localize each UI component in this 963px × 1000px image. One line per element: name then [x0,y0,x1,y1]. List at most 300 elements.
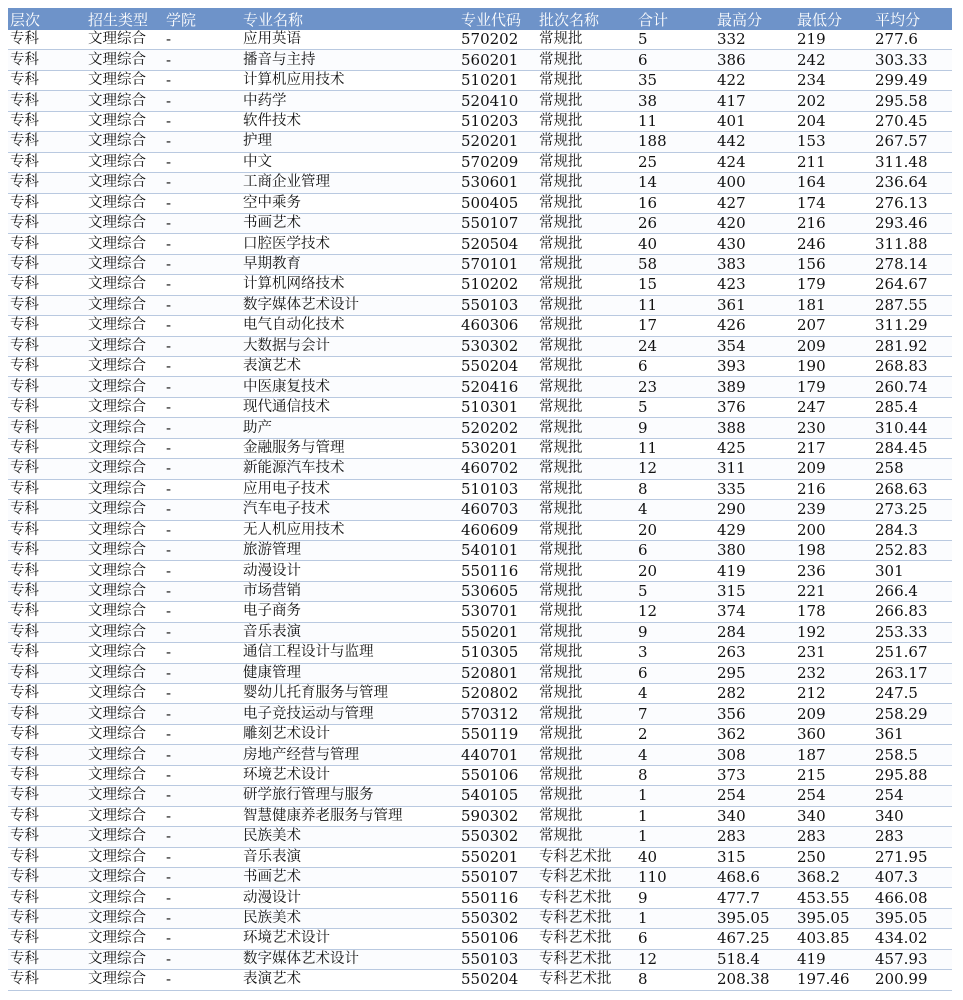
cell-min-score: 164 [795,173,873,193]
cell-major-name: 环境艺术设计 [241,929,459,949]
cell-min-score: 419 [795,949,873,969]
cell-batch-name: 常规批 [537,806,636,826]
cell-max-score: 315 [715,847,795,867]
cell-max-score: 283 [715,827,795,847]
cell-min-score: 209 [795,704,873,724]
table-row [8,908,952,928]
table-row [8,970,952,990]
cell-batch-name: 专科艺术批 [537,929,636,949]
cell-max-score: 419 [715,561,795,581]
cell-level: 专科 [8,684,86,704]
table-row [8,50,952,70]
cell-total: 5 [636,30,715,50]
cell-level: 专科 [8,867,86,887]
header-total: 合计 [636,8,715,30]
table-body [8,30,952,990]
cell-total: 8 [636,970,715,990]
cell-college: - [164,193,241,213]
cell-total: 8 [636,479,715,499]
cell-avg-score: 252.83 [873,540,952,560]
cell-major-code: 550106 [459,765,537,785]
cell-college: - [164,50,241,70]
cell-max-score: 425 [715,438,795,458]
cell-total: 9 [636,418,715,438]
cell-avg-score: 466.08 [873,888,952,908]
cell-major-name: 电气自动化技术 [241,316,459,336]
cell-major-name: 市场营销 [241,581,459,601]
cell-total: 3 [636,643,715,663]
cell-major-code: 500405 [459,193,537,213]
table-row [8,479,952,499]
cell-avg-score: 268.83 [873,357,952,377]
cell-major-name: 现代通信技术 [241,397,459,417]
cell-college: - [164,806,241,826]
cell-major-name: 中药学 [241,91,459,111]
cell-major-name: 书画艺术 [241,867,459,887]
cell-min-score: 204 [795,111,873,131]
cell-major-code: 510305 [459,643,537,663]
cell-admission-type: 文理综合 [86,91,164,111]
table-row [8,520,952,540]
table-row [8,643,952,663]
table-row [8,234,952,254]
cell-major-name: 通信工程设计与监理 [241,643,459,663]
cell-min-score: 156 [795,254,873,274]
cell-level: 专科 [8,316,86,336]
cell-min-score: 234 [795,70,873,90]
cell-admission-type: 文理综合 [86,500,164,520]
cell-total: 26 [636,213,715,233]
cell-min-score: 246 [795,234,873,254]
cell-avg-score: 281.92 [873,336,952,356]
cell-college: - [164,622,241,642]
cell-avg-score: 293.46 [873,213,952,233]
cell-batch-name: 专科艺术批 [537,949,636,969]
cell-batch-name: 常规批 [537,173,636,193]
cell-college: - [164,91,241,111]
cell-max-score: 254 [715,786,795,806]
cell-total: 11 [636,295,715,315]
cell-min-score: 216 [795,213,873,233]
cell-major-name: 婴幼儿托育服务与管理 [241,684,459,704]
cell-batch-name: 常规批 [537,704,636,724]
cell-avg-score: 258.5 [873,745,952,765]
cell-avg-score: 303.33 [873,50,952,70]
cell-batch-name: 常规批 [537,786,636,806]
cell-admission-type: 文理综合 [86,540,164,560]
cell-batch-name: 常规批 [537,111,636,131]
cell-max-score: 429 [715,520,795,540]
cell-min-score: 181 [795,295,873,315]
cell-major-name: 金融服务与管理 [241,438,459,458]
cell-major-code: 460609 [459,520,537,540]
cell-level: 专科 [8,929,86,949]
table-row [8,459,952,479]
cell-max-score: 311 [715,459,795,479]
cell-min-score: 242 [795,50,873,70]
cell-level: 专科 [8,908,86,928]
cell-batch-name: 常规批 [537,602,636,622]
cell-college: - [164,459,241,479]
cell-batch-name: 常规批 [537,500,636,520]
cell-major-name: 大数据与会计 [241,336,459,356]
cell-admission-type: 文理综合 [86,867,164,887]
cell-avg-score: 270.45 [873,111,952,131]
cell-min-score: 202 [795,91,873,111]
cell-min-score: 192 [795,622,873,642]
cell-college: - [164,827,241,847]
cell-min-score: 198 [795,540,873,560]
table-row [8,213,952,233]
table-row [8,70,952,90]
cell-college: - [164,173,241,193]
table-row [8,888,952,908]
table-row [8,581,952,601]
cell-total: 20 [636,520,715,540]
cell-min-score: 179 [795,377,873,397]
table-row [8,786,952,806]
cell-admission-type: 文理综合 [86,786,164,806]
cell-total: 14 [636,173,715,193]
header-max-score: 最高分 [715,8,795,30]
cell-batch-name: 常规批 [537,459,636,479]
cell-admission-type: 文理综合 [86,745,164,765]
header-batch-name: 批次名称 [537,8,636,30]
cell-max-score: 420 [715,213,795,233]
cell-admission-type: 文理综合 [86,602,164,622]
cell-max-score: 362 [715,724,795,744]
cell-major-code: 510301 [459,397,537,417]
cell-batch-name: 常规批 [537,91,636,111]
cell-min-score: 247 [795,397,873,417]
table-row [8,867,952,887]
header-college: 学院 [164,8,241,30]
table-row [8,357,952,377]
cell-college: - [164,500,241,520]
cell-major-name: 音乐表演 [241,622,459,642]
cell-major-code: 550204 [459,970,537,990]
cell-batch-name: 专科艺术批 [537,888,636,908]
cell-avg-score: 254 [873,786,952,806]
cell-college: - [164,316,241,336]
cell-major-code: 530605 [459,581,537,601]
header-admission-type: 招生类型 [86,8,164,30]
cell-college: - [164,643,241,663]
cell-level: 专科 [8,581,86,601]
cell-major-name: 房地产经营与管理 [241,745,459,765]
cell-total: 5 [636,397,715,417]
cell-min-score: 174 [795,193,873,213]
cell-batch-name: 常规批 [537,397,636,417]
cell-college: - [164,867,241,887]
cell-max-score: 284 [715,622,795,642]
cell-batch-name: 常规批 [537,152,636,172]
cell-level: 专科 [8,193,86,213]
table-row [8,254,952,274]
cell-batch-name: 专科艺术批 [537,867,636,887]
cell-max-score: 467.25 [715,929,795,949]
cell-level: 专科 [8,459,86,479]
cell-avg-score: 258.29 [873,704,952,724]
cell-avg-score: 236.64 [873,173,952,193]
cell-max-score: 468.6 [715,867,795,887]
cell-major-name: 研学旅行管理与服务 [241,786,459,806]
cell-avg-score: 311.29 [873,316,952,336]
cell-max-score: 477.7 [715,888,795,908]
cell-total: 6 [636,663,715,683]
cell-level: 专科 [8,377,86,397]
cell-total: 25 [636,152,715,172]
cell-level: 专科 [8,827,86,847]
cell-college: - [164,561,241,581]
cell-major-code: 440701 [459,745,537,765]
cell-major-code: 520201 [459,132,537,152]
cell-total: 2 [636,724,715,744]
cell-level: 专科 [8,295,86,315]
cell-level: 专科 [8,970,86,990]
table-row [8,152,952,172]
cell-major-code: 520416 [459,377,537,397]
cell-total: 4 [636,684,715,704]
cell-level: 专科 [8,173,86,193]
cell-max-score: 389 [715,377,795,397]
cell-major-name: 音乐表演 [241,847,459,867]
cell-major-code: 550116 [459,561,537,581]
cell-college: - [164,908,241,928]
cell-batch-name: 常规批 [537,561,636,581]
cell-major-code: 510203 [459,111,537,131]
cell-batch-name: 专科艺术批 [537,908,636,928]
cell-avg-score: 264.67 [873,275,952,295]
cell-college: - [164,70,241,90]
cell-max-score: 315 [715,581,795,601]
table-row [8,173,952,193]
cell-admission-type: 文理综合 [86,684,164,704]
admission-scores-table [8,8,952,991]
cell-total: 38 [636,91,715,111]
cell-major-code: 540101 [459,540,537,560]
cell-admission-type: 文理综合 [86,152,164,172]
cell-max-score: 400 [715,173,795,193]
cell-level: 专科 [8,275,86,295]
cell-avg-score: 277.6 [873,30,952,50]
cell-min-score: 239 [795,500,873,520]
cell-admission-type: 文理综合 [86,949,164,969]
cell-avg-score: 295.88 [873,765,952,785]
cell-admission-type: 文理综合 [86,111,164,131]
cell-major-name: 计算机网络技术 [241,275,459,295]
cell-total: 16 [636,193,715,213]
cell-batch-name: 常规批 [537,213,636,233]
cell-max-score: 426 [715,316,795,336]
cell-admission-type: 文理综合 [86,173,164,193]
cell-admission-type: 文理综合 [86,479,164,499]
cell-batch-name: 常规批 [537,234,636,254]
cell-total: 6 [636,50,715,70]
cell-admission-type: 文理综合 [86,724,164,744]
table-row [8,561,952,581]
cell-total: 58 [636,254,715,274]
cell-min-score: 219 [795,30,873,50]
cell-batch-name: 常规批 [537,745,636,765]
cell-total: 7 [636,704,715,724]
cell-batch-name: 常规批 [537,418,636,438]
cell-min-score: 209 [795,336,873,356]
cell-major-name: 表演艺术 [241,970,459,990]
cell-max-score: 340 [715,806,795,826]
cell-level: 专科 [8,602,86,622]
cell-avg-score: 266.4 [873,581,952,601]
cell-admission-type: 文理综合 [86,418,164,438]
cell-avg-score: 253.33 [873,622,952,642]
cell-major-code: 520802 [459,684,537,704]
cell-avg-score: 284.3 [873,520,952,540]
cell-level: 专科 [8,806,86,826]
cell-min-score: 230 [795,418,873,438]
header-level: 层次 [8,8,86,30]
cell-level: 专科 [8,152,86,172]
table-row [8,765,952,785]
header-row [8,8,952,30]
table-row [8,275,952,295]
cell-min-score: 250 [795,847,873,867]
cell-total: 11 [636,438,715,458]
cell-major-code: 550201 [459,622,537,642]
cell-admission-type: 文理综合 [86,275,164,295]
cell-avg-score: 407.3 [873,867,952,887]
cell-batch-name: 常规批 [537,827,636,847]
header-major-name: 专业名称 [241,8,459,30]
table-row [8,132,952,152]
cell-level: 专科 [8,30,86,50]
cell-level: 专科 [8,520,86,540]
cell-max-score: 395.05 [715,908,795,928]
cell-level: 专科 [8,479,86,499]
cell-batch-name: 常规批 [537,357,636,377]
cell-level: 专科 [8,847,86,867]
cell-level: 专科 [8,111,86,131]
cell-total: 40 [636,234,715,254]
cell-avg-score: 361 [873,724,952,744]
cell-max-score: 380 [715,540,795,560]
cell-major-name: 表演艺术 [241,357,459,377]
cell-avg-score: 266.83 [873,602,952,622]
table-row [8,193,952,213]
cell-major-name: 早期教育 [241,254,459,274]
cell-max-score: 424 [715,152,795,172]
cell-batch-name: 常规批 [537,581,636,601]
cell-college: - [164,377,241,397]
cell-major-code: 590302 [459,806,537,826]
cell-max-score: 386 [715,50,795,70]
cell-college: - [164,336,241,356]
cell-level: 专科 [8,643,86,663]
cell-major-code: 570101 [459,254,537,274]
cell-college: - [164,132,241,152]
cell-major-name: 环境艺术设计 [241,765,459,785]
table-row [8,684,952,704]
cell-max-score: 393 [715,357,795,377]
cell-admission-type: 文理综合 [86,70,164,90]
cell-major-code: 530201 [459,438,537,458]
cell-level: 专科 [8,704,86,724]
cell-major-code: 550119 [459,724,537,744]
table-header [8,8,952,30]
cell-college: - [164,704,241,724]
cell-batch-name: 常规批 [537,193,636,213]
cell-college: - [164,295,241,315]
cell-major-code: 530601 [459,173,537,193]
cell-total: 6 [636,357,715,377]
cell-batch-name: 常规批 [537,254,636,274]
cell-college: - [164,234,241,254]
cell-max-score: 335 [715,479,795,499]
cell-batch-name: 专科艺术批 [537,847,636,867]
cell-admission-type: 文理综合 [86,397,164,417]
cell-major-code: 540105 [459,786,537,806]
cell-level: 专科 [8,500,86,520]
cell-min-score: 232 [795,663,873,683]
cell-min-score: 178 [795,602,873,622]
cell-admission-type: 文理综合 [86,908,164,928]
cell-max-score: 423 [715,275,795,295]
cell-min-score: 179 [795,275,873,295]
cell-max-score: 374 [715,602,795,622]
cell-level: 专科 [8,745,86,765]
cell-total: 1 [636,786,715,806]
cell-college: - [164,438,241,458]
cell-total: 20 [636,561,715,581]
cell-college: - [164,684,241,704]
cell-major-code: 510201 [459,70,537,90]
cell-min-score: 212 [795,684,873,704]
cell-major-name: 空中乘务 [241,193,459,213]
cell-major-name: 无人机应用技术 [241,520,459,540]
table-row [8,30,952,50]
cell-level: 专科 [8,561,86,581]
cell-min-score: 453.55 [795,888,873,908]
table-row [8,929,952,949]
cell-avg-score: 457.93 [873,949,952,969]
cell-major-name: 智慧健康养老服务与管理 [241,806,459,826]
cell-total: 23 [636,377,715,397]
cell-level: 专科 [8,622,86,642]
cell-admission-type: 文理综合 [86,888,164,908]
cell-major-code: 550201 [459,847,537,867]
cell-total: 12 [636,459,715,479]
cell-avg-score: 285.4 [873,397,952,417]
cell-major-code: 550106 [459,929,537,949]
cell-max-score: 417 [715,91,795,111]
cell-level: 专科 [8,663,86,683]
cell-admission-type: 文理综合 [86,561,164,581]
cell-batch-name: 常规批 [537,336,636,356]
table-row [8,336,952,356]
cell-major-code: 550302 [459,827,537,847]
cell-min-score: 187 [795,745,873,765]
cell-avg-score: 434.02 [873,929,952,949]
cell-level: 专科 [8,438,86,458]
cell-avg-score: 260.74 [873,377,952,397]
cell-avg-score: 283 [873,827,952,847]
cell-max-score: 290 [715,500,795,520]
cell-max-score: 401 [715,111,795,131]
cell-total: 9 [636,888,715,908]
cell-major-name: 健康管理 [241,663,459,683]
cell-major-name: 助产 [241,418,459,438]
cell-avg-score: 284.45 [873,438,952,458]
cell-batch-name: 常规批 [537,643,636,663]
